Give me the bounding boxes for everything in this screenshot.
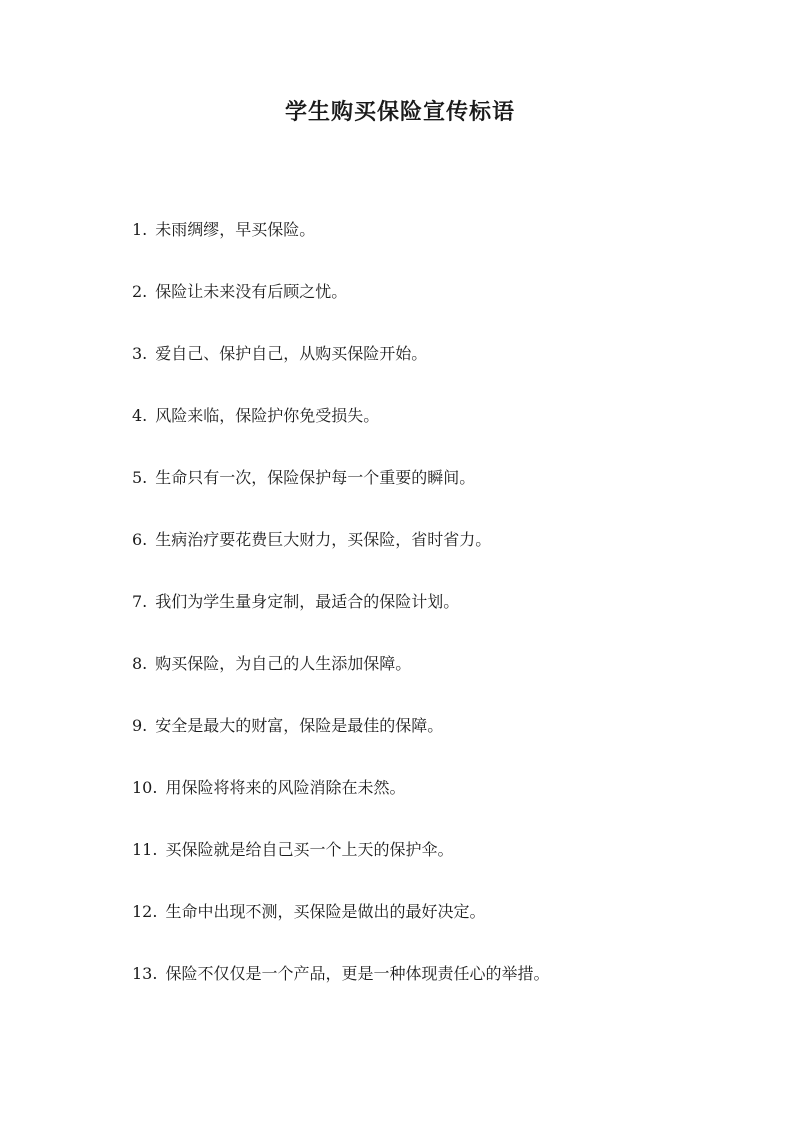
list-item bbox=[132, 278, 752, 340]
list-item bbox=[132, 216, 752, 278]
list-item bbox=[132, 712, 752, 774]
list-item bbox=[132, 836, 752, 898]
item-number: 4. bbox=[132, 406, 148, 425]
list-item bbox=[132, 650, 752, 712]
list-item bbox=[132, 960, 752, 1022]
item-text: 保险让未来没有后顾之忧。 bbox=[155, 282, 348, 301]
item-number: 12. bbox=[132, 902, 158, 921]
item-text: 买保险就是给自己买一个上天的保护伞。 bbox=[165, 840, 454, 859]
item-text: 生命中出现不测，买保险是做出的最好决定。 bbox=[165, 902, 486, 921]
item-text: 风险来临，保险护你免受损失。 bbox=[155, 406, 380, 425]
slogan-list bbox=[132, 216, 752, 1022]
item-number: 5. bbox=[132, 468, 148, 487]
list-item bbox=[132, 402, 752, 464]
item-text: 用保险将将来的风险消除在未然。 bbox=[165, 778, 406, 797]
item-number: 6. bbox=[132, 530, 148, 549]
item-number: 11. bbox=[132, 840, 158, 859]
item-text: 未雨绸缪，早买保险。 bbox=[155, 220, 316, 239]
item-text: 安全是最大的财富，保险是最佳的保障。 bbox=[155, 716, 444, 735]
list-item bbox=[132, 464, 752, 526]
item-text: 我们为学生量身定制，最适合的保险计划。 bbox=[155, 592, 460, 611]
item-number: 9. bbox=[132, 716, 148, 735]
item-text: 生命只有一次，保险保护每一个重要的瞬间。 bbox=[155, 468, 476, 487]
item-number: 7. bbox=[132, 592, 148, 611]
item-number: 3. bbox=[132, 344, 148, 363]
item-text: 购买保险，为自己的人生添加保障。 bbox=[155, 654, 412, 673]
list-item bbox=[132, 774, 752, 836]
list-item bbox=[132, 898, 752, 960]
item-text: 生病治疗要花费巨大财力，买保险，省时省力。 bbox=[155, 530, 492, 549]
list-item bbox=[132, 340, 752, 402]
item-number: 2. bbox=[132, 282, 148, 301]
item-number: 1. bbox=[132, 220, 148, 239]
item-text: 爱自己、保护自己，从购买保险开始。 bbox=[155, 344, 428, 363]
item-number: 8. bbox=[132, 654, 148, 673]
item-number: 10. bbox=[132, 778, 158, 797]
item-number: 13. bbox=[132, 964, 158, 983]
item-text: 保险不仅仅是一个产品，更是一种体现责任心的举措。 bbox=[165, 964, 550, 983]
list-item bbox=[132, 526, 752, 588]
page-title: 学生购买保险宣传标语 bbox=[284, 99, 515, 125]
list-item bbox=[132, 588, 752, 650]
